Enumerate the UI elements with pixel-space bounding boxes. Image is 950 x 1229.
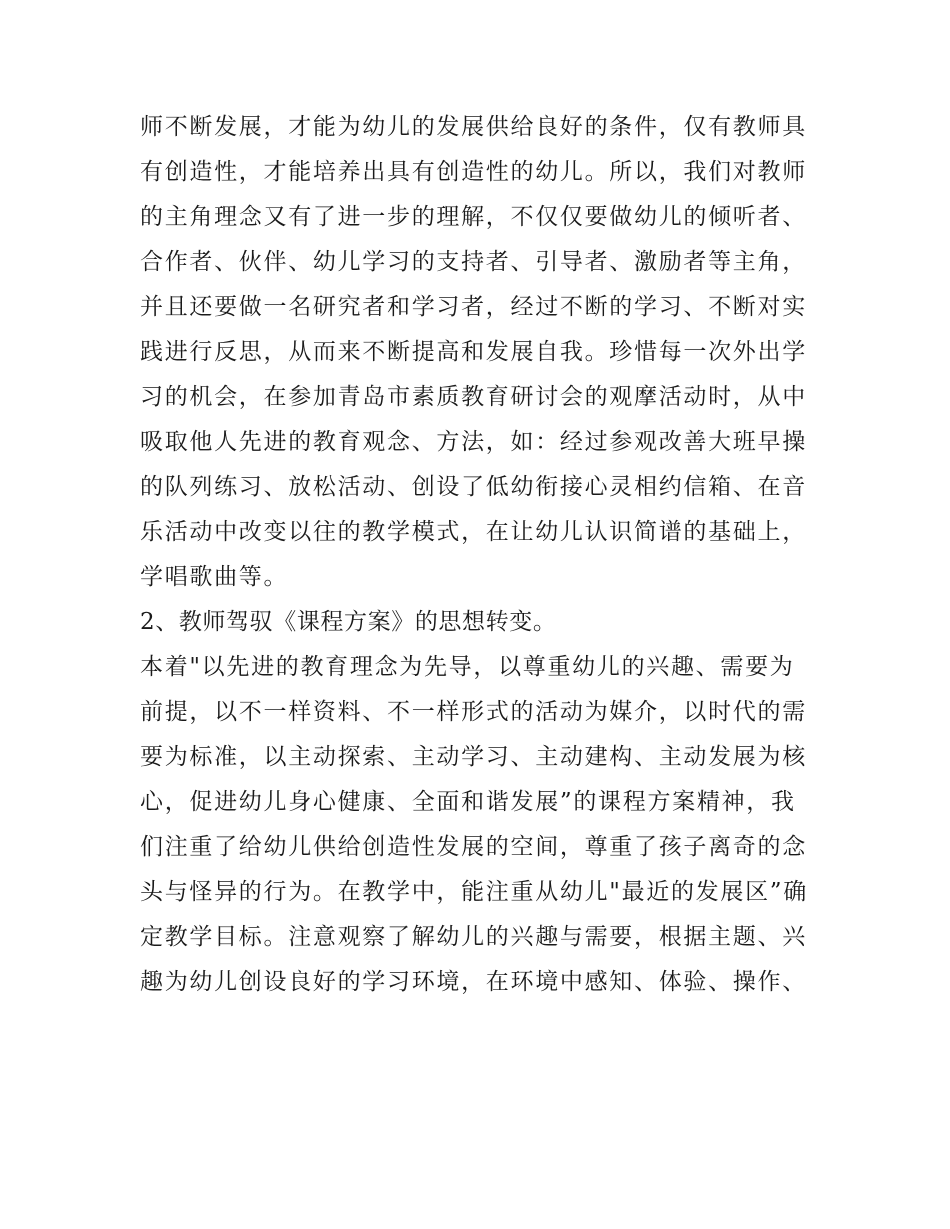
paragraph-line: 定教学目标。注意观察了解幼儿的兴趣与需要，根据主题、兴 bbox=[140, 924, 807, 950]
paragraph-line: 要为标准，以主动探索、主动学习、主动建构、主动发展为核 bbox=[140, 744, 807, 770]
paragraph-line: 习的机会，在参加青岛市素质教育研讨会的观摩活动时，从中 bbox=[140, 384, 807, 410]
paragraph-line: 趣为幼儿创设良好的学习环境，在环境中感知、体验、操作、 bbox=[140, 969, 807, 995]
paragraph-line: 们注重了给幼儿供给创造性发展的空间，尊重了孩子离奇的念 bbox=[140, 834, 807, 860]
section-heading: 2、教师驾驭《课程方案》的思想转变。 bbox=[140, 609, 557, 635]
paragraph-line: 践进行反思，从而来不断提高和发展自我。珍惜每一次外出学 bbox=[140, 339, 807, 365]
body-text bbox=[140, 105, 830, 1005]
paragraph-line: 合作者、伙伴、幼儿学习的支持者、引导者、激励者等主角， bbox=[140, 249, 807, 275]
paragraph-line: 头与怪异的行为。在教学中，能注重从幼儿"最近的发展区”确 bbox=[140, 879, 808, 905]
paragraph-line: 师不断发展，才能为幼儿的发展供给良好的条件，仅有教师具 bbox=[140, 114, 807, 140]
paragraph-line: 的主角理念又有了进一步的理解，不仅仅要做幼儿的倾听者、 bbox=[140, 204, 807, 230]
paragraph-line: 吸取他人先进的教育观念、方法，如：经过参观改善大班早操 bbox=[140, 429, 807, 455]
paragraph-line: 学唱歌曲等。 bbox=[140, 564, 289, 590]
paragraph-line: 前提，以不一样资料、不一样形式的活动为媒介，以时代的需 bbox=[140, 699, 807, 725]
paragraph-line: 乐活动中改变以往的教学模式，在让幼儿认识简谱的基础上， bbox=[140, 519, 807, 545]
paragraph-line: 并且还要做一名研究者和学习者，经过不断的学习、不断对实 bbox=[140, 294, 807, 320]
paragraph-line: 有创造性，才能培养出具有创造性的幼儿。所以，我们对教师 bbox=[140, 159, 807, 185]
paragraph-line: 的队列练习、放松活动、创设了低幼衔接心灵相约信箱、在音 bbox=[140, 474, 807, 500]
paragraph-line: 心，促进幼儿身心健康、全面和谐发展”的课程方案精神，我 bbox=[140, 789, 796, 815]
paragraph-line: 本着"以先进的教育理念为先导，以尊重幼儿的兴趣、需要为 bbox=[140, 654, 795, 680]
